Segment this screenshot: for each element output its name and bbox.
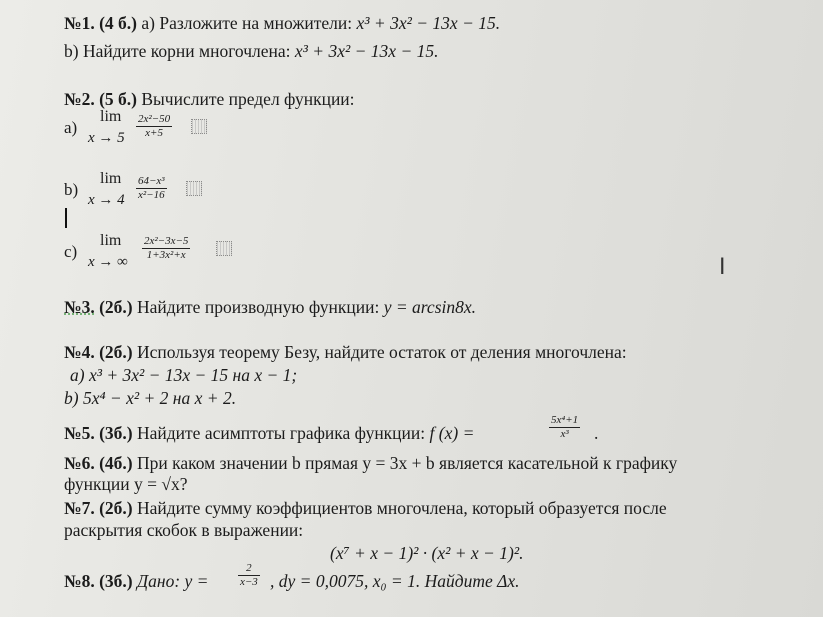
problem-4-number: №4.: [64, 342, 95, 362]
problem-1-b-expr: x³ + 3x² − 13x − 15.: [294, 41, 439, 61]
problem-1-line-b: [64, 40, 439, 62]
problem-5-denominator: x³: [560, 428, 569, 440]
problem-5-fraction: [549, 414, 580, 441]
problem-3-number: №3.: [64, 297, 95, 317]
problem-2b-numerator: 64−x³: [138, 175, 165, 187]
problem-1-points: (4 б.): [99, 13, 137, 33]
problem-5-numerator: 5x⁴+1: [551, 414, 579, 426]
placeholder-box-icon: [186, 181, 202, 196]
problem-1-a-expr: x³ + 3x² − 13x − 15.: [356, 13, 501, 33]
problem-7-text-2: раскрытия скобок в выражении:: [64, 520, 304, 540]
problem-2-text: Вычислите предел функции:: [141, 89, 355, 109]
problem-2b-denominator: x²−16: [138, 189, 165, 201]
problem-4-text: Используя теорему Безу, найдите остаток от деления многочлена:: [137, 342, 627, 362]
problem-2a-label: а): [64, 118, 78, 137]
problem-7-number: №7.: [64, 498, 95, 518]
problem-6-text-1: При каком значении b прямая y = 3x + b является касательной к графику: [137, 453, 678, 473]
problem-2c-numerator: 2x²−3x−5: [144, 235, 189, 247]
problem-1-b-text: b) Найдите корни многочлена:: [64, 41, 291, 61]
problem-7-text-1: Найдите сумму коэффициентов многочлена, который образуется после: [137, 498, 667, 518]
problem-2a-denominator: x+5: [145, 127, 163, 139]
problem-2b-limit-point: x → 4: [88, 192, 125, 208]
problem-8-points: (3б.): [99, 571, 133, 591]
problem-2-header: [64, 88, 355, 110]
problem-4-points: (2б.): [99, 342, 133, 362]
problem-8-text: Дано: y =: [137, 571, 209, 591]
problem-2a-numerator: 2x²−50: [138, 113, 171, 125]
problem-5-line: [64, 422, 474, 444]
problem-2c-denominator: 1+3x²+x: [146, 249, 186, 261]
problem-3-points: (2б.): [99, 297, 133, 317]
problem-2-number: №2.: [64, 89, 95, 109]
problem-6-points: (4б.): [99, 453, 133, 473]
text-caret-icon: [65, 208, 67, 228]
problem-3-line: [64, 296, 476, 318]
placeholder-box-icon: [191, 119, 207, 134]
problem-3-text: Найдите производную функции:: [137, 297, 380, 317]
problem-5-number: №5.: [64, 423, 95, 443]
problem-4-header: [64, 341, 627, 363]
problem-7-points: (2б.): [99, 498, 133, 518]
problem-2b-lim: lim: [100, 170, 122, 187]
problem-2b-fraction: [136, 175, 167, 202]
problem-8-fraction: [238, 562, 260, 589]
problem-8-number: №8.: [64, 571, 95, 591]
problem-1-line-a: [64, 12, 500, 34]
i-beam-cursor-icon: I: [719, 255, 726, 280]
problem-4-a: а) x³ + 3x² − 13x − 15 на x − 1;: [70, 365, 298, 385]
problem-2c-lim: lim: [100, 232, 122, 249]
problem-8-line-start: [64, 570, 208, 592]
problem-1-a-text: а) Разложите на множители:: [141, 13, 353, 33]
problem-7-expr: (x⁷ + x − 1)² · (x² + x − 1)².: [330, 543, 524, 563]
problem-6-line-1: [64, 452, 677, 474]
problem-8-numerator: 2: [238, 562, 260, 576]
problem-2c-fraction: [142, 235, 190, 262]
problem-2c-limit-point: x → ∞: [88, 254, 128, 270]
problem-6-number: №6.: [64, 453, 95, 473]
placeholder-box-icon: [216, 241, 232, 256]
problem-1-number: №1.: [64, 13, 95, 33]
problem-5-points: (3б.): [99, 423, 133, 443]
problem-5-end: .: [594, 423, 599, 443]
problem-2a-fraction: [136, 113, 172, 140]
problem-7-line-1: [64, 497, 667, 519]
problem-3-expr: y = arcsin8x.: [383, 297, 477, 317]
problem-6-text-2: функции y = √x?: [64, 474, 188, 494]
problem-2b-label: b): [64, 180, 79, 199]
problem-2-points: (5 б.): [99, 89, 137, 109]
problem-2a-limit-point: x → 5: [88, 130, 125, 146]
problem-4-b: b) 5x⁴ − x² + 2 на x + 2.: [64, 388, 237, 408]
problem-8-denominator: x−3: [240, 576, 258, 588]
problem-8-rest: , dy = 0,0075, x₀ = 1. Найдите Δx.: [270, 571, 520, 591]
problem-5-expr: f (x) =: [429, 423, 475, 443]
problem-5-text: Найдите асимптоты графика функции:: [137, 423, 426, 443]
problem-2a-lim: lim: [100, 108, 122, 125]
problem-2c-label: c): [64, 242, 78, 261]
